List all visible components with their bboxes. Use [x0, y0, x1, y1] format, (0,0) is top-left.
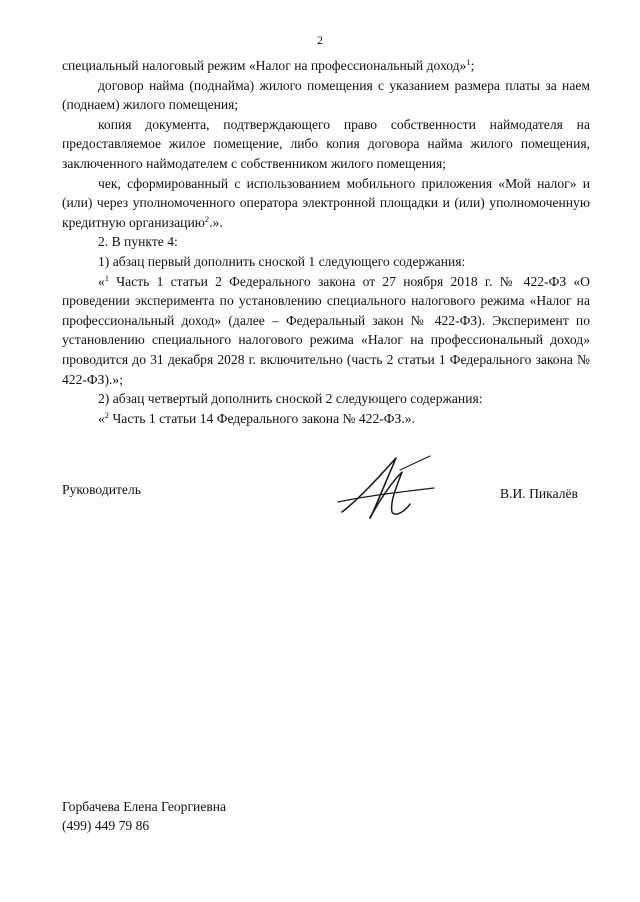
contact-block [62, 797, 226, 835]
quote-open: « [98, 410, 105, 426]
footnote-mark-2: 2 [104, 409, 110, 420]
paragraph-tax-regime [62, 56, 590, 76]
footnote-ref-2: 2 [204, 213, 210, 224]
signature-block [0, 474, 640, 534]
signatory-title: Руководитель [62, 482, 141, 497]
paragraph-footnote-2-content [62, 409, 590, 429]
paragraph-amend-1: 1) абзац первый дополнить сноской 1 следующего содержания: [98, 253, 466, 269]
paragraph-tail: ; [470, 58, 475, 73]
paragraph-text: специальный налоговый режим «Налог на профессиональный доход» [62, 58, 467, 73]
paragraph-tail: .». [209, 214, 223, 230]
footnote-mark-1: 1 [104, 272, 110, 283]
document-body [62, 56, 590, 428]
paragraph-text: чек, сформированный с использованием мобильного приложения «Мой налог» и (или) через уполномоченного оператора электронной площадки и (или) уполномоченную кредитную организацию [62, 175, 590, 230]
paragraph-text: Часть 1 статьи 14 Федерального закона № 422-ФЗ.». [109, 410, 415, 426]
handwritten-signature [330, 452, 440, 522]
quote-open: « [98, 273, 105, 289]
paragraph-footnote-1-content [62, 272, 590, 390]
contact-name: Горбачева Елена Георгиевна [62, 799, 227, 814]
paragraph-amend-2: 2) абзац четвертый дополнить сноской 2 следующего содержания: [98, 391, 483, 407]
signatory-name: В.И. Пикалёв [500, 486, 578, 501]
paragraph-lease-agreement: договор найма (поднайма) жилого помещения с указанием размера платы за наем (поднаем) жилого помещения; [62, 77, 590, 113]
page-number: 2 [317, 33, 323, 47]
footnote-ref-1: 1 [466, 57, 471, 67]
paragraph-ownership-document: копия документа, подтверждающего право собственности наймодателя на предоставляемое жилое помещение, либо копия договора найма жилого помещения, заключенного наймодателем с собственником жилого помещения; [62, 116, 590, 171]
contact-phone: (499) 449 79 86 [62, 818, 150, 833]
paragraph-receipt [62, 174, 590, 233]
paragraph-item-4: 2. В пункте 4: [98, 234, 178, 250]
paragraph-text: Часть 1 статьи 2 Федерального закона от 27 ноября 2018 г. № 422-ФЗ «О проведении эксперимента по установлению специального налогового режима «Налог на профессиональный доход» (далее – Федеральный закон № 422-ФЗ). Эксперимент по установлению специального налогового режима «Налог на профессиональный доход» проводится до 31 декабря 2028 г. включительно (часть 2 статьи 1 Федерального закона № 422-ФЗ).»; [62, 273, 590, 387]
